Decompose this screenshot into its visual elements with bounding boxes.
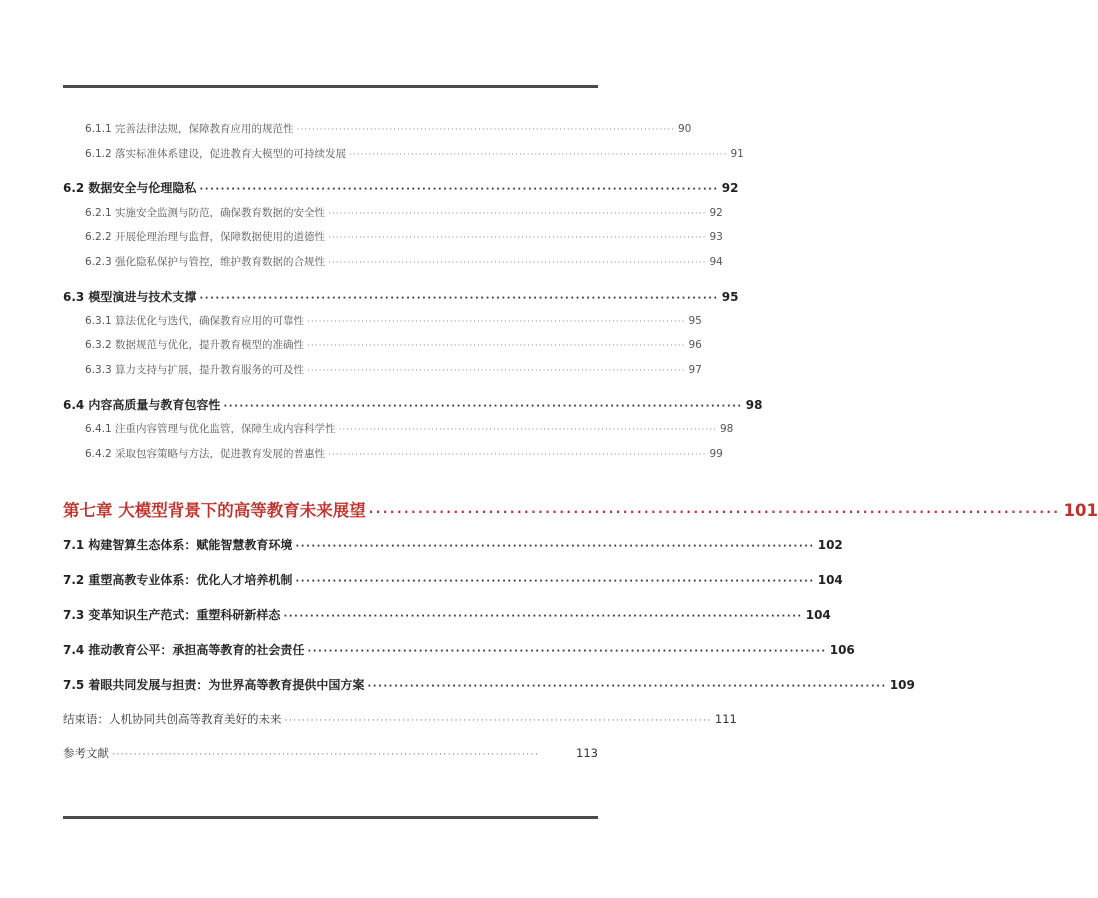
toc-entry-title: 结束语：人机协同共创高等教育美好的未来 <box>63 712 282 726</box>
toc-entry-title: 第七章 大模型背景下的高等教育未来展望 <box>63 501 366 520</box>
toc-entry-title: 7.5 着眼共同发展与担责：为世界高等教育提供中国方案 <box>63 678 365 692</box>
dot-leader: ·································································································· <box>223 401 743 412</box>
toc-entry-page: 93 <box>709 231 723 243</box>
toc-entry-6-1-2[interactable] <box>63 146 744 161</box>
toc-entry-6-2-1[interactable] <box>63 205 723 220</box>
toc-entry-title: 6.4.2 采取包容策略与方法，促进教育发展的普惠性 <box>85 448 326 460</box>
toc-entry-title: 7.1 构建智算生态体系：赋能智慧教育环境 <box>63 538 293 552</box>
toc-entry-title: 6.3.1 算法优化与迭代，确保教育应用的可靠性 <box>85 315 305 327</box>
toc-entry-page: 90 <box>677 123 692 135</box>
dot-leader: ·································································································· <box>328 258 707 268</box>
toc-entry-6-3-1[interactable] <box>63 313 702 328</box>
dot-leader: ·································································································· <box>295 576 815 587</box>
toc-entry-title: 6.2.3 强化隐私保护与管控，维护教育数据的合规性 <box>85 256 326 268</box>
toc-entry-page: 92 <box>721 181 739 195</box>
toc-entry-title: 6.2.1 实施安全监测与防范，确保教育数据的安全性 <box>85 207 326 219</box>
toc-entry-title: 6.2.2 开展伦理治理与监督，保障数据使用的道德性 <box>85 231 326 243</box>
dot-leader: ·································································································· <box>349 150 728 160</box>
toc-entry-page: 95 <box>688 315 702 327</box>
dot-leader: ·································································································· <box>328 233 707 243</box>
toc-entry-title: 6.2 数据安全与伦理隐私 <box>63 181 197 195</box>
toc-entry-references[interactable] <box>63 745 598 761</box>
toc-entry-page: 95 <box>721 290 739 304</box>
dot-leader: ·································································································· <box>284 716 712 726</box>
dot-leader: ·································································································· <box>338 425 717 435</box>
dot-leader: ·································································································· <box>367 681 887 692</box>
dot-leader: ·································································································· <box>328 209 707 219</box>
toc-entry-page: 106 <box>829 643 855 657</box>
toc-entry-7-1[interactable] <box>63 536 843 553</box>
toc-entry-6-3-3[interactable] <box>63 362 702 377</box>
toc-entry-page: 97 <box>688 364 702 376</box>
toc-entry-chapter-7[interactable] <box>63 497 1098 521</box>
toc-entry-title: 6.4.1 注重内容管理与优化监管，保障生成内容科学性 <box>85 423 336 435</box>
toc-entry-6-4[interactable] <box>63 396 763 413</box>
bottom-rule <box>63 816 598 819</box>
dot-leader: ·································································································· <box>296 125 675 135</box>
top-rule <box>63 85 598 88</box>
toc-entry-page: 98 <box>719 423 734 435</box>
toc-entry-page: 102 <box>817 538 843 552</box>
dot-leader: ·································································································· <box>368 505 1061 519</box>
toc-entry-title: 7.4 推动教育公平：承担高等教育的社会责任 <box>63 643 305 657</box>
dot-leader: ·································································································· <box>283 611 803 622</box>
toc-entry-6-3-2[interactable] <box>63 337 702 352</box>
dot-leader: ·································································································· <box>307 317 686 327</box>
dot-leader: ·································································································· <box>307 341 686 351</box>
toc-entry-title: 6.1.2 落实标准体系建设，促进教育大模型的可持续发展 <box>85 148 347 160</box>
dot-leader: ·································································································· <box>328 450 707 460</box>
toc-entry-page: 96 <box>688 339 702 351</box>
toc-entry-7-5[interactable] <box>63 676 915 693</box>
toc-entry-title: 6.3.3 算力支持与扩展，提升教育服务的可及性 <box>85 364 305 376</box>
dot-leader: ·································································································· <box>112 750 540 760</box>
toc-entry-page: 111 <box>714 712 737 726</box>
toc-entry-page: 92 <box>709 207 723 219</box>
toc-entry-title: 6.1.1 完善法律法规，保障教育应用的规范性 <box>85 123 294 135</box>
dot-leader: ·································································································· <box>307 646 827 657</box>
toc-entry-6-1-1[interactable] <box>63 121 692 136</box>
toc-entry-page: 99 <box>709 448 723 460</box>
toc-entry-6-3[interactable] <box>63 288 739 305</box>
toc-entry-6-4-1[interactable] <box>63 421 734 436</box>
toc-entry-6-2-3[interactable] <box>63 254 723 269</box>
toc-entry-page: 91 <box>730 148 744 160</box>
toc-entry-7-2[interactable] <box>63 571 843 588</box>
toc-entry-page: 113 <box>576 746 598 760</box>
toc-entry-page: 104 <box>805 608 831 622</box>
toc-entry-6-2-2[interactable] <box>63 229 723 244</box>
toc-entry-7-4[interactable] <box>63 641 855 658</box>
dot-leader: ·································································································· <box>295 541 815 552</box>
toc-entry-title: 6.4 内容高质量与教育包容性 <box>63 398 221 412</box>
dot-leader: ·································································································· <box>307 366 686 376</box>
toc-entry-page: 98 <box>745 398 763 412</box>
dot-leader: ·································································································· <box>199 293 719 304</box>
toc-entry-page: 94 <box>709 256 723 268</box>
dot-leader: ·································································································· <box>199 184 719 195</box>
toc-entry-6-2[interactable] <box>63 179 739 196</box>
toc-entry-title: 参考文献 <box>63 746 109 760</box>
toc-entry-title: 6.3.2 数据规范与优化，提升教育模型的准确性 <box>85 339 305 351</box>
toc-entry-7-3[interactable] <box>63 606 831 623</box>
toc-entry-page: 109 <box>889 678 915 692</box>
toc-entry-6-4-2[interactable] <box>63 446 723 461</box>
toc-entry-page: 104 <box>817 573 843 587</box>
toc-entry-title: 6.3 模型演进与技术支撑 <box>63 290 197 304</box>
toc-entry-title: 7.3 变革知识生产范式：重塑科研新样态 <box>63 608 281 622</box>
toc-entry-title: 7.2 重塑高教专业体系：优化人才培养机制 <box>63 573 293 587</box>
toc-entry-conclusion[interactable] <box>63 711 737 727</box>
toc-entry-page: 101 <box>1063 501 1098 520</box>
